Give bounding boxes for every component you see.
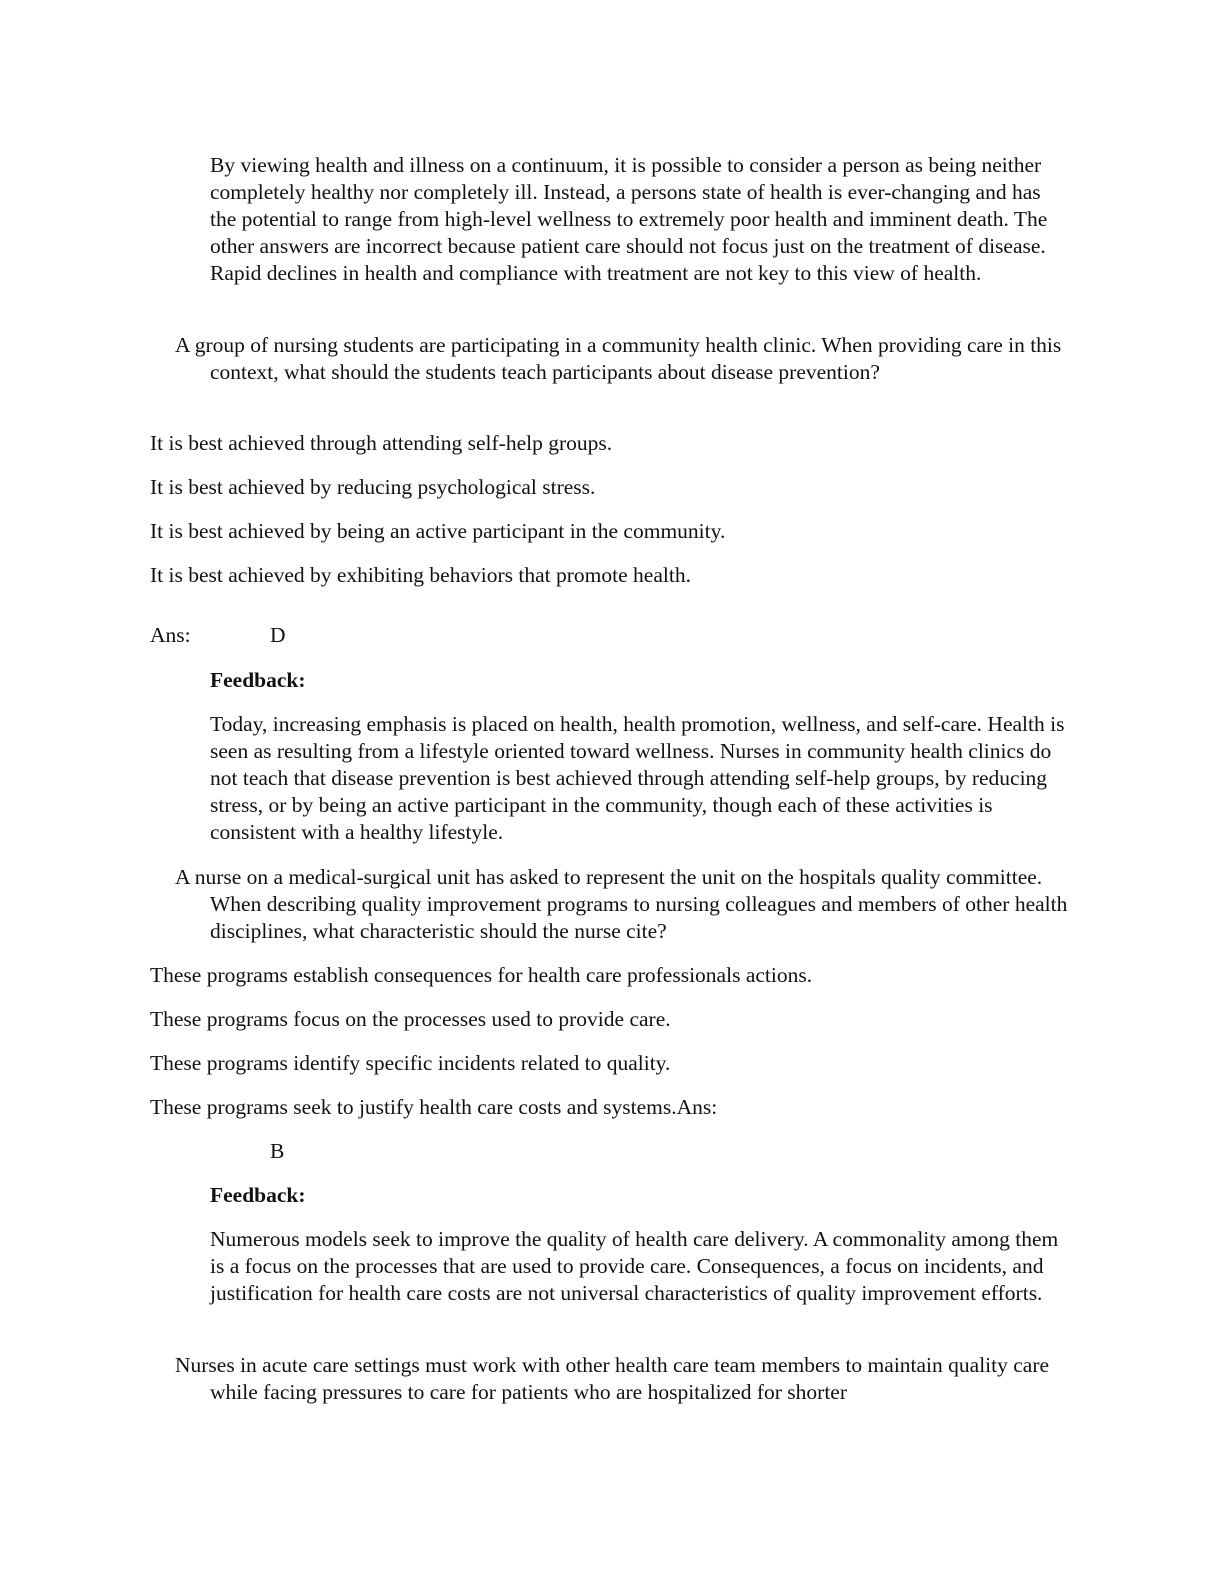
feedback-text: Today, increasing emphasis is placed on health, health promotion, wellness, and self-care. Health is seen as resulting from a lifestyle oriented toward wellness. Nurses in community health clinics do not teach that disease prevention is best achieved through attending self-help groups, by reducing stress, or by being an active participant in the community, though each of these activities is consistent with a healthy lifestyle.: [210, 712, 1065, 844]
question-stem-3: Nurses in acute care settings must work with other health care team members to maintain quality care while facing pressures to care for patients who are hospitalized for shorter: [175, 1353, 1050, 1404]
option-b: These programs focus on the processes used to provide care.: [150, 1007, 671, 1031]
answer-value: B: [270, 1139, 285, 1163]
feedback-label: Feedback:: [210, 668, 306, 692]
question-stem-2: A nurse on a medical-surgical unit has asked to represent the unit on the hospitals quality committee. When describing quality improvement programs to nursing colleagues and members of other health disciplines, what characteristic should the nurse cite?: [175, 865, 1068, 943]
option-c: It is best achieved by being an active participant in the community.: [150, 519, 726, 543]
option-b: It is best achieved by reducing psychological stress.: [150, 475, 596, 499]
option-d-with-answer: [150, 1094, 1050, 1121]
feedback-text: Numerous models seek to improve the quality of health care delivery. A commonality among them is a focus on the processes that are used to provide care. Consequences, a focus on incidents, and justification for health care costs are not universal characteristics of quality improvement efforts.: [210, 1227, 1059, 1305]
option-a: These programs establish consequences for health care professionals actions.: [150, 963, 813, 987]
option-a: It is best achieved through attending self-help groups.: [150, 431, 613, 455]
answer-label: Ans:: [676, 1095, 718, 1119]
question-stem-1: A group of nursing students are participating in a community health clinic. When providing care in this context, what should the students teach participants about disease prevention?: [175, 333, 1062, 384]
answer-value: D: [270, 623, 286, 647]
prev-feedback-text: By viewing health and illness on a continuum, it is possible to consider a person as being neither completely healthy nor completely ill. Instead, a persons state of health is ever-changing and has the potential to range from high-level wellness to extremely poor health and imminent death. The other answers are incorrect because patient care should not focus just on the treatment of disease. Rapid declines in health and compliance with treatment are not key to this view of health.: [210, 153, 1048, 285]
answer-label: Ans:: [150, 623, 191, 647]
option-d-text: These programs seek to justify health care costs and systems.: [150, 1095, 677, 1119]
option-d: It is best achieved by exhibiting behaviors that promote health.: [150, 563, 691, 587]
feedback-label: Feedback:: [210, 1183, 306, 1207]
option-c: These programs identify specific incidents related to quality.: [150, 1051, 671, 1075]
